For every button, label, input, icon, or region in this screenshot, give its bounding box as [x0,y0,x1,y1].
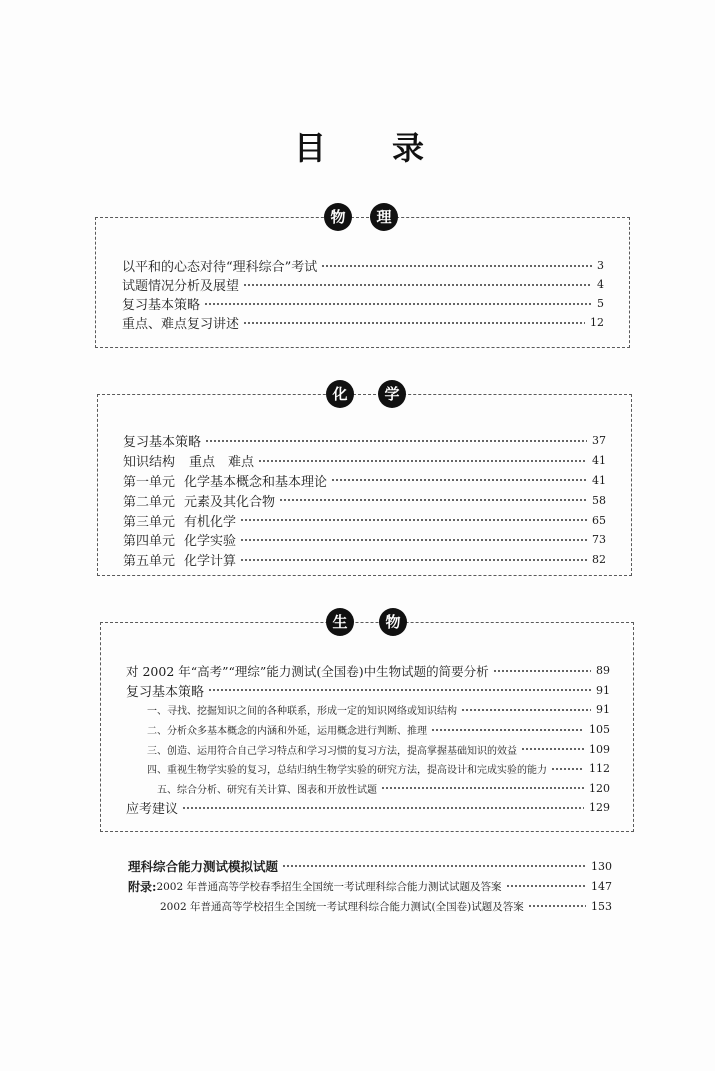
page-number: 58 [592,493,606,507]
entry-title: 应考建议 [126,802,179,818]
leader-dots [205,439,587,443]
entry-label: 第二单元 [123,494,176,510]
page-number: 82 [592,553,606,567]
page-number: 120 [589,781,610,795]
page-number: 89 [596,664,610,678]
entry-title: 重点 难点 [189,455,255,471]
toc-subentry [126,759,610,779]
leader-dots [258,459,587,463]
leader-dots [182,806,584,810]
leader-dots [521,747,584,751]
page-number: 153 [591,899,612,913]
leader-dots [240,538,587,542]
page-number: 4 [597,278,604,291]
toc-entry [123,550,606,570]
entry-title: 元素及其化合物 [184,494,276,510]
leader-dots [506,884,587,888]
appendix-label: 附录: [128,879,157,894]
chemistry-section [97,385,632,576]
toc-subentry [126,739,610,759]
entry-title: 化学实验 [184,534,237,550]
toc-entry [122,294,604,313]
leader-dots [243,321,585,325]
page-number: 73 [592,533,606,547]
entry-label: 第四单元 [123,534,176,550]
biology-badge-1: 生 [326,608,354,636]
entry-title: 三、创造、运用符合自己学习特点和学习习惯的复习方法，提高掌握基础知识的效益 [147,745,517,757]
physics-section [95,208,630,348]
toc-entry [123,451,606,471]
entry-title: 复习基本策略 [126,684,205,700]
biology-section [100,613,634,832]
page-number: 3 [597,259,604,272]
toc-subentry [126,700,610,720]
page-number: 37 [592,434,606,448]
biology-badge-2: 物 [379,608,407,636]
entry-title: 2002 年普通高等学校招生全国统一考试理科综合能力测试(全国卷)试题及答案 [160,900,524,913]
leader-dots [528,904,586,908]
toc-entry [122,275,604,294]
leader-dots [461,708,591,712]
page-number: 91 [596,703,610,717]
page-number: 41 [592,473,606,487]
toc-entry [126,661,610,681]
leader-dots [282,864,586,868]
leader-dots [331,478,587,482]
toc-entry [122,313,604,332]
physics-entries [122,256,604,332]
leader-dots [551,767,584,771]
entry-title: 四、重视生物学实验的复习，总结归纳生物学实验的研究方法，提高设计和完成实验的能力 [147,765,547,777]
toc-entry [123,490,606,510]
toc-entry [126,798,610,818]
toc-entry [128,856,612,876]
toc-entry [122,256,604,275]
page-number: 109 [589,742,610,756]
entry-title: 化学基本概念和基本理论 [184,474,328,490]
leader-dots [208,688,591,692]
entry-title: 试题情况分析及展望 [122,279,240,294]
physics-badge-2: 理 [370,203,398,231]
leader-dots [240,558,587,562]
page-number: 112 [589,762,610,776]
page-title-lu: 录 [392,129,425,167]
entry-title: 复习基本策略 [122,298,201,313]
page-number: 147 [591,879,612,893]
leader-dots [493,669,591,673]
entry-title: 以平和的心态对待“理科综合”考试 [122,260,318,275]
leader-dots [381,786,584,790]
entry-label: 知识结构 [123,455,176,471]
page-title-mu: 目 [294,129,327,167]
entry-label: 第一单元 [123,474,176,490]
chemistry-entries [123,431,606,570]
entry-label: 第三单元 [123,514,176,530]
entry-title: 一、寻找、挖掘知识之间的各种联系，形成一定的知识网络或知识结构 [147,706,457,718]
entry-title: 理科综合能力测试模拟试题 [128,859,279,874]
entry-title: 二、分析众多基本概念的内涵和外延，运用概念进行判断、推理 [147,726,427,738]
entry-title: 对 2002 年“高考”“理综”能力测试(全国卷)中生物试题的简要分析 [126,663,489,679]
leader-dots [431,728,584,732]
entry-title: 化学计算 [184,554,237,570]
page-number: 91 [596,683,610,697]
leader-dots [243,283,592,287]
page-number: 12 [590,316,604,329]
leader-dots [321,264,592,268]
leader-dots [279,498,587,502]
physics-badge-1: 物 [324,203,352,231]
entry-title: 2002 年普通高等学校春季招生全国统一考试理科综合能力测试试题及答案 [156,880,502,893]
page-number: 5 [597,297,604,310]
biology-entries [126,661,610,818]
entry-title: 复习基本策略 [123,435,202,451]
toc-entry [123,471,606,491]
entry-title: 五、综合分析、研究有关计算、图表和开放性试题 [157,784,377,796]
page-number: 41 [592,454,606,468]
toc-entry [123,431,606,451]
toc-subentry [126,779,610,799]
appendix-entries [128,856,612,916]
entry-title: 重点、难点复习讲述 [122,317,240,332]
leader-dots [240,518,587,522]
leader-dots [204,302,592,306]
page-number: 105 [589,723,610,737]
page-number: 130 [591,859,612,873]
toc-entry [123,510,606,530]
chemistry-badge-2: 学 [378,380,406,408]
chemistry-badge-1: 化 [326,380,354,408]
toc-subentry [126,720,610,740]
toc-entry [128,896,612,916]
entry-title: 有机化学 [184,514,237,530]
toc-entry [123,530,606,550]
page-number: 129 [589,801,610,815]
entry-label: 第五单元 [123,554,176,570]
toc-entry [128,876,612,896]
toc-entry [126,681,610,701]
page-number: 65 [592,513,606,527]
